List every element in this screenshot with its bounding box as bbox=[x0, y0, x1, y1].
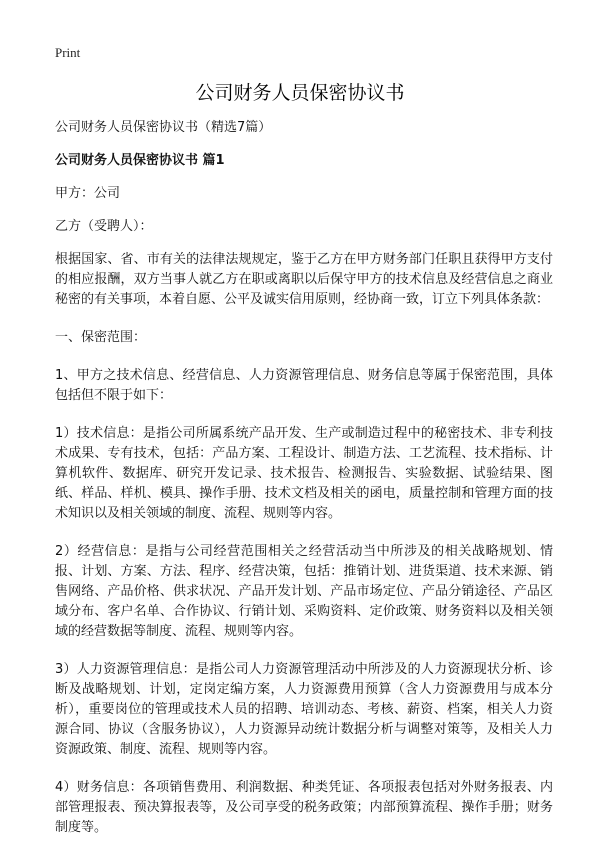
document-title: 公司财务人员保密协议书 bbox=[195, 82, 405, 104]
party-b-line: 乙方（受聘人）： bbox=[55, 219, 153, 234]
business-info-paragraph: 2）经营信息：是指与公司经营范围相关之经营活动当中所涉及的相关战略规划、情报、计划、方案、方法、程序、经营决策，包括：推销计划、进货渠道、技术来源、销售网络、产品价格、供求状况、产品开发计划、产品市场定位、产品分销途径、产品区域分布、客户名单、合作协议、行销计划、采购资料、定价政策、财务资料以及相关领域的经营数据等制度、流程、规则等内容。 bbox=[55, 544, 553, 639]
document-subtitle: 公司财务人员保密协议书（精选7篇） bbox=[55, 120, 272, 135]
technical-info-paragraph: 1）技术信息：是指公司所属系统产品开发、生产或制造过程中的秘密技术、非专利技术成果、专有技术，包括：产品方案、工程设计、制造方法、工艺流程、技术指标、计算机软件、数据库、研究开发记录、技术报告、检测报告、实验数据、试验结果、图纸、样品、样机、模具、操作手册、技术文档及相关的函电，质量控制和管理方面的技术知识以及相关领域的制度、流程、规则等内容。 bbox=[55, 426, 553, 521]
hr-info-paragraph: 3）人力资源管理信息：是指公司人力资源管理活动中所涉及的人力资源现状分析、诊断及战略规划、计划，定岗定编方案，人力资源费用预算（含人力资源费用与成本分析），重要岗位的管理或技术人员的招聘、培训动态、考核、薪资、档案，相关人力资源合同、协议（含服务协议），人力资源异动统计数据分析与调整对策等，及相关人力资源政策、制度、流程、规则等内容。 bbox=[55, 662, 553, 757]
party-a-line: 甲方：公司 bbox=[55, 186, 121, 201]
section-heading: 公司财务人员保密协议书 篇1 bbox=[55, 153, 225, 168]
scope-heading: 一、保密范围： bbox=[55, 330, 147, 345]
financial-info-paragraph: 4）财务信息：各项销售费用、利润数据、种类凭证、各项报表包括对外财务报表、内部管理报表、预决算报表等，及公司享受的税务政策；内部预算流程、操作手册；财务制度等。 bbox=[55, 780, 553, 835]
scope-clause-1: 1、甲方之技术信息、经营信息、人力资源管理信息、财务信息等属于保密范围，具体包括但不限于如下： bbox=[55, 368, 553, 403]
document-body bbox=[55, 118, 553, 856]
print-link[interactable]: Print bbox=[55, 45, 81, 60]
intro-paragraph: 根据国家、省、市有关的法律法规规定，鉴于乙方在甲方财务部门任职且获得甲方支付的相应报酬，双方当事人就乙方在职或离职以后保守甲方的技术信息及经营信息之商业秘密的有关事项，本着自愿、公平及诚实信用原则，经协商一致，订立下列具体条款： bbox=[55, 252, 553, 307]
